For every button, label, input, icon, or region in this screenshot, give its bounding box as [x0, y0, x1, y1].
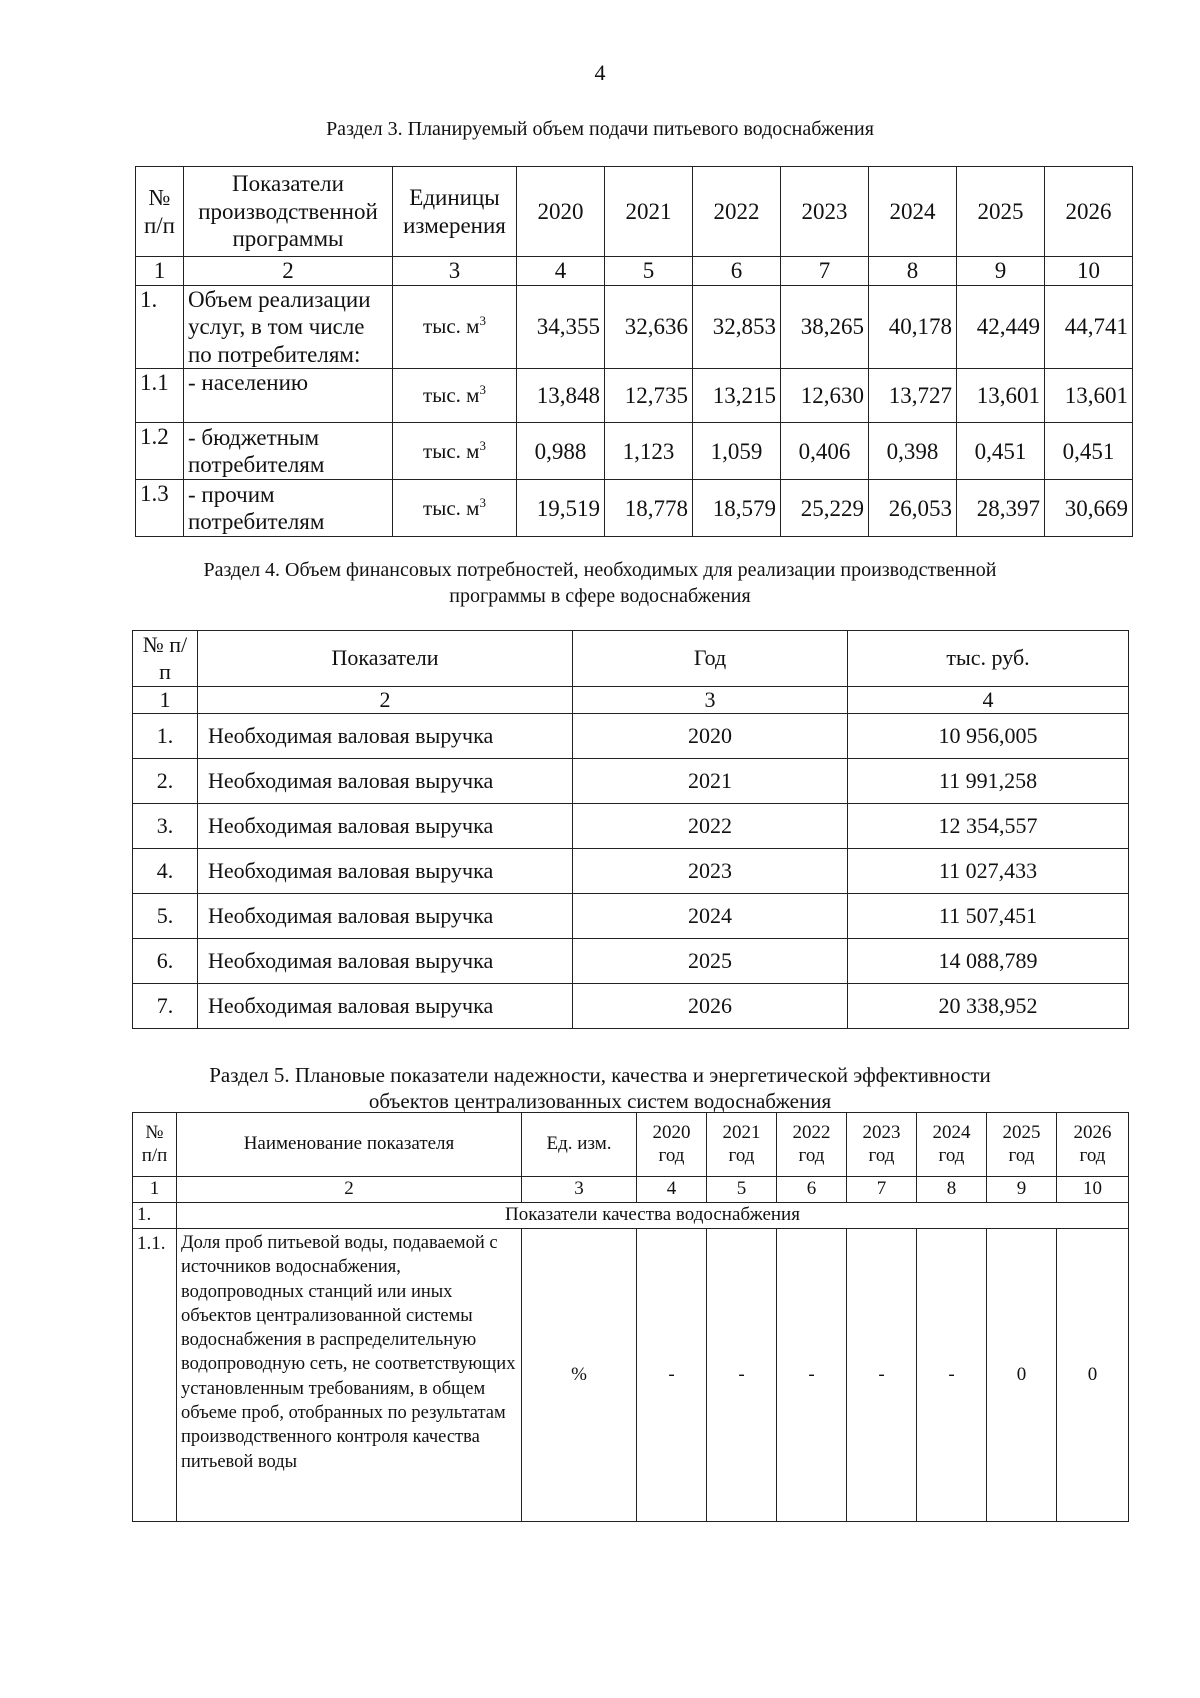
row-num: 4. [133, 849, 198, 894]
row-amount: 20 338,952 [848, 984, 1129, 1029]
value-cell: 42,449 [957, 285, 1045, 369]
section4-header-row [133, 631, 1129, 687]
col-number: 5 [707, 1177, 777, 1203]
row-label: Необходимая валовая выручка [198, 714, 573, 759]
row-amount: 11 507,451 [848, 894, 1129, 939]
value-cell: 0 [987, 1229, 1057, 1522]
row-label: Необходимая валовая выручка [198, 984, 573, 1029]
col-number: 8 [917, 1177, 987, 1203]
row-num: 7. [133, 984, 198, 1029]
row-amount: 11 991,258 [848, 759, 1129, 804]
value-cell: 13,601 [957, 369, 1045, 423]
value-cell: 25,229 [781, 480, 869, 537]
row-year: 2026 [573, 984, 848, 1029]
col-number: 1 [133, 687, 198, 714]
section3-colnum-row [136, 257, 1133, 286]
table-row [133, 894, 1129, 939]
row-amount: 11 027,433 [848, 849, 1129, 894]
value-cell: 34,355 [517, 285, 605, 369]
value-cell: 0,451 [1045, 423, 1133, 480]
value-cell: 13,848 [517, 369, 605, 423]
col-number: 4 [517, 257, 605, 286]
row-num: 1.1. [133, 1229, 177, 1522]
value-cell: 13,215 [693, 369, 781, 423]
row-label: - бюджетным потребителям [184, 423, 393, 480]
col-number: 1 [133, 1177, 177, 1203]
value-cell: - [847, 1229, 917, 1522]
section5-header-row [133, 1113, 1129, 1177]
col-number: 3 [393, 257, 517, 286]
row-year: 2023 [573, 849, 848, 894]
header-amount: тыс. руб. [848, 631, 1129, 687]
row-unit [393, 369, 517, 423]
table-row [133, 714, 1129, 759]
header-year: 2021 [605, 167, 693, 257]
row-num: 2. [133, 759, 198, 804]
value-cell: 32,636 [605, 285, 693, 369]
col-number: 7 [781, 257, 869, 286]
row-num: 1. [133, 714, 198, 759]
value-cell: 0,406 [781, 423, 869, 480]
header-year: 2025 [957, 167, 1045, 257]
group-label: Показатели качества водоснабжения [177, 1203, 1129, 1229]
row-year: 2024 [573, 894, 848, 939]
table-row [133, 939, 1129, 984]
row-label: Необходимая валовая выручка [198, 894, 573, 939]
section3-title: Раздел 3. Планируемый объем подачи питьевого водоснабжения [326, 118, 874, 140]
row-label: - прочим потребителям [184, 480, 393, 537]
header-year: 2022 [693, 167, 781, 257]
header-num: № п/п [133, 1113, 177, 1177]
group-num: 1. [133, 1203, 177, 1229]
value-cell: 0 [1057, 1229, 1129, 1522]
value-cell: - [777, 1229, 847, 1522]
section4-colnum-row [133, 687, 1129, 714]
value-cell: - [707, 1229, 777, 1522]
header-year: 2021 год [707, 1113, 777, 1177]
header-year: 2024 год [917, 1113, 987, 1177]
value-cell: 18,778 [605, 480, 693, 537]
col-number: 6 [693, 257, 781, 286]
header-unit: Единицы измерения [393, 167, 517, 257]
header-year: 2020 год [637, 1113, 707, 1177]
value-cell: 40,178 [869, 285, 957, 369]
value-cell: 18,579 [693, 480, 781, 537]
row-amount: 10 956,005 [848, 714, 1129, 759]
row-label: - населению [184, 369, 393, 423]
value-cell: - [917, 1229, 987, 1522]
col-number: 4 [637, 1177, 707, 1203]
unit-superscript: 3 [479, 494, 486, 510]
row-year: 2020 [573, 714, 848, 759]
value-cell: 1,123 [605, 423, 693, 480]
row-label: Доля проб питьевой воды, подаваемой с источников водоснабжения, водопроводных станций или иных объектов централизованной системы водоснабжения в распределительную водопроводную сеть, не соответствующих установленным требованиям, в общем объеме проб, отобранных по результатам производственного контроля качества питьевой воды [177, 1229, 522, 1522]
row-num: 6. [133, 939, 198, 984]
value-cell: 19,519 [517, 480, 605, 537]
table-row [133, 1229, 1129, 1522]
header-year: 2024 [869, 167, 957, 257]
header-indicator: Наименование показателя [177, 1113, 522, 1177]
row-unit: % [522, 1229, 637, 1522]
row-label: Необходимая валовая выручка [198, 759, 573, 804]
col-number: 1 [136, 257, 184, 286]
row-num: 1.3 [136, 480, 184, 537]
row-num: 1.2 [136, 423, 184, 480]
value-cell: 12,630 [781, 369, 869, 423]
row-num: 5. [133, 894, 198, 939]
value-cell: 12,735 [605, 369, 693, 423]
header-year: 2026 [1045, 167, 1133, 257]
value-cell: 30,669 [1045, 480, 1133, 537]
header-year: Год [573, 631, 848, 687]
row-num: 1.1 [136, 369, 184, 423]
section5-table [132, 1112, 1129, 1522]
row-num: 1. [136, 285, 184, 369]
col-number: 3 [573, 687, 848, 714]
unit-superscript: 3 [479, 313, 486, 329]
col-number: 6 [777, 1177, 847, 1203]
row-year: 2021 [573, 759, 848, 804]
section3-header-row [136, 167, 1133, 257]
row-label: Объем реализации услуг, в том числе по потребителям: [184, 285, 393, 369]
unit-text: тыс. м [423, 438, 480, 463]
section4-title-line2: программы в сфере водоснабжения [449, 585, 751, 607]
row-num: 3. [133, 804, 198, 849]
row-unit [393, 285, 517, 369]
table-row [133, 849, 1129, 894]
value-cell: 0,988 [517, 423, 605, 480]
value-cell: 26,053 [869, 480, 957, 537]
section4-title-line1: Раздел 4. Объем финансовых потребностей, необходимых для реализации производственной [203, 559, 997, 581]
page-number: 4 [594, 60, 606, 85]
table-row [136, 423, 1133, 480]
section5-colnum-row [133, 1177, 1129, 1203]
row-year: 2025 [573, 939, 848, 984]
header-year: 2022 год [777, 1113, 847, 1177]
value-cell: 13,727 [869, 369, 957, 423]
table-row [136, 480, 1133, 537]
col-number: 4 [848, 687, 1129, 714]
header-year: 2023 год [847, 1113, 917, 1177]
unit-superscript: 3 [479, 437, 486, 453]
value-cell: - [637, 1229, 707, 1522]
col-number: 2 [198, 687, 573, 714]
col-number: 5 [605, 257, 693, 286]
col-number: 9 [987, 1177, 1057, 1203]
value-cell: 13,601 [1045, 369, 1133, 423]
row-label: Необходимая валовая выручка [198, 939, 573, 984]
header-year: 2023 [781, 167, 869, 257]
header-year: 2020 [517, 167, 605, 257]
row-year: 2022 [573, 804, 848, 849]
col-number: 7 [847, 1177, 917, 1203]
table-row [136, 369, 1133, 423]
value-cell: 0,398 [869, 423, 957, 480]
header-unit: Ед. изм. [522, 1113, 637, 1177]
unit-text: тыс. м [423, 383, 480, 408]
value-cell: 38,265 [781, 285, 869, 369]
unit-text: тыс. м [423, 314, 480, 339]
section5-group-row [133, 1203, 1129, 1229]
header-num: № п/п [136, 167, 184, 257]
table-row [136, 285, 1133, 369]
col-number: 9 [957, 257, 1045, 286]
value-cell: 44,741 [1045, 285, 1133, 369]
row-unit [393, 423, 517, 480]
value-cell: 28,397 [957, 480, 1045, 537]
header-indicator: Показатели [198, 631, 573, 687]
col-number: 8 [869, 257, 957, 286]
unit-superscript: 3 [479, 382, 486, 398]
table-row [133, 759, 1129, 804]
section5-title-line2: объектов централизованных систем водоснабжения [368, 1089, 832, 1113]
header-year: 2025 год [987, 1113, 1057, 1177]
header-indicator: Показатели производственной программы [184, 167, 393, 257]
col-number: 2 [184, 257, 393, 286]
header-num: № п/п [133, 631, 198, 687]
row-amount: 12 354,557 [848, 804, 1129, 849]
value-cell: 0,451 [957, 423, 1045, 480]
table-row [133, 984, 1129, 1029]
value-cell: 32,853 [693, 285, 781, 369]
row-label: Необходимая валовая выручка [198, 849, 573, 894]
row-amount: 14 088,789 [848, 939, 1129, 984]
col-number: 3 [522, 1177, 637, 1203]
section4-table [132, 630, 1129, 1029]
col-number: 10 [1045, 257, 1133, 286]
unit-text: тыс. м [423, 495, 480, 520]
section5-title-line1: Раздел 5. Плановые показатели надежности, качества и энергетической эффективности [209, 1063, 991, 1087]
header-year: 2026 год [1057, 1113, 1129, 1177]
row-unit [393, 480, 517, 537]
col-number: 2 [177, 1177, 522, 1203]
col-number: 10 [1057, 1177, 1129, 1203]
section3-table [135, 166, 1133, 537]
row-label: Необходимая валовая выручка [198, 804, 573, 849]
table-row [133, 804, 1129, 849]
value-cell: 1,059 [693, 423, 781, 480]
